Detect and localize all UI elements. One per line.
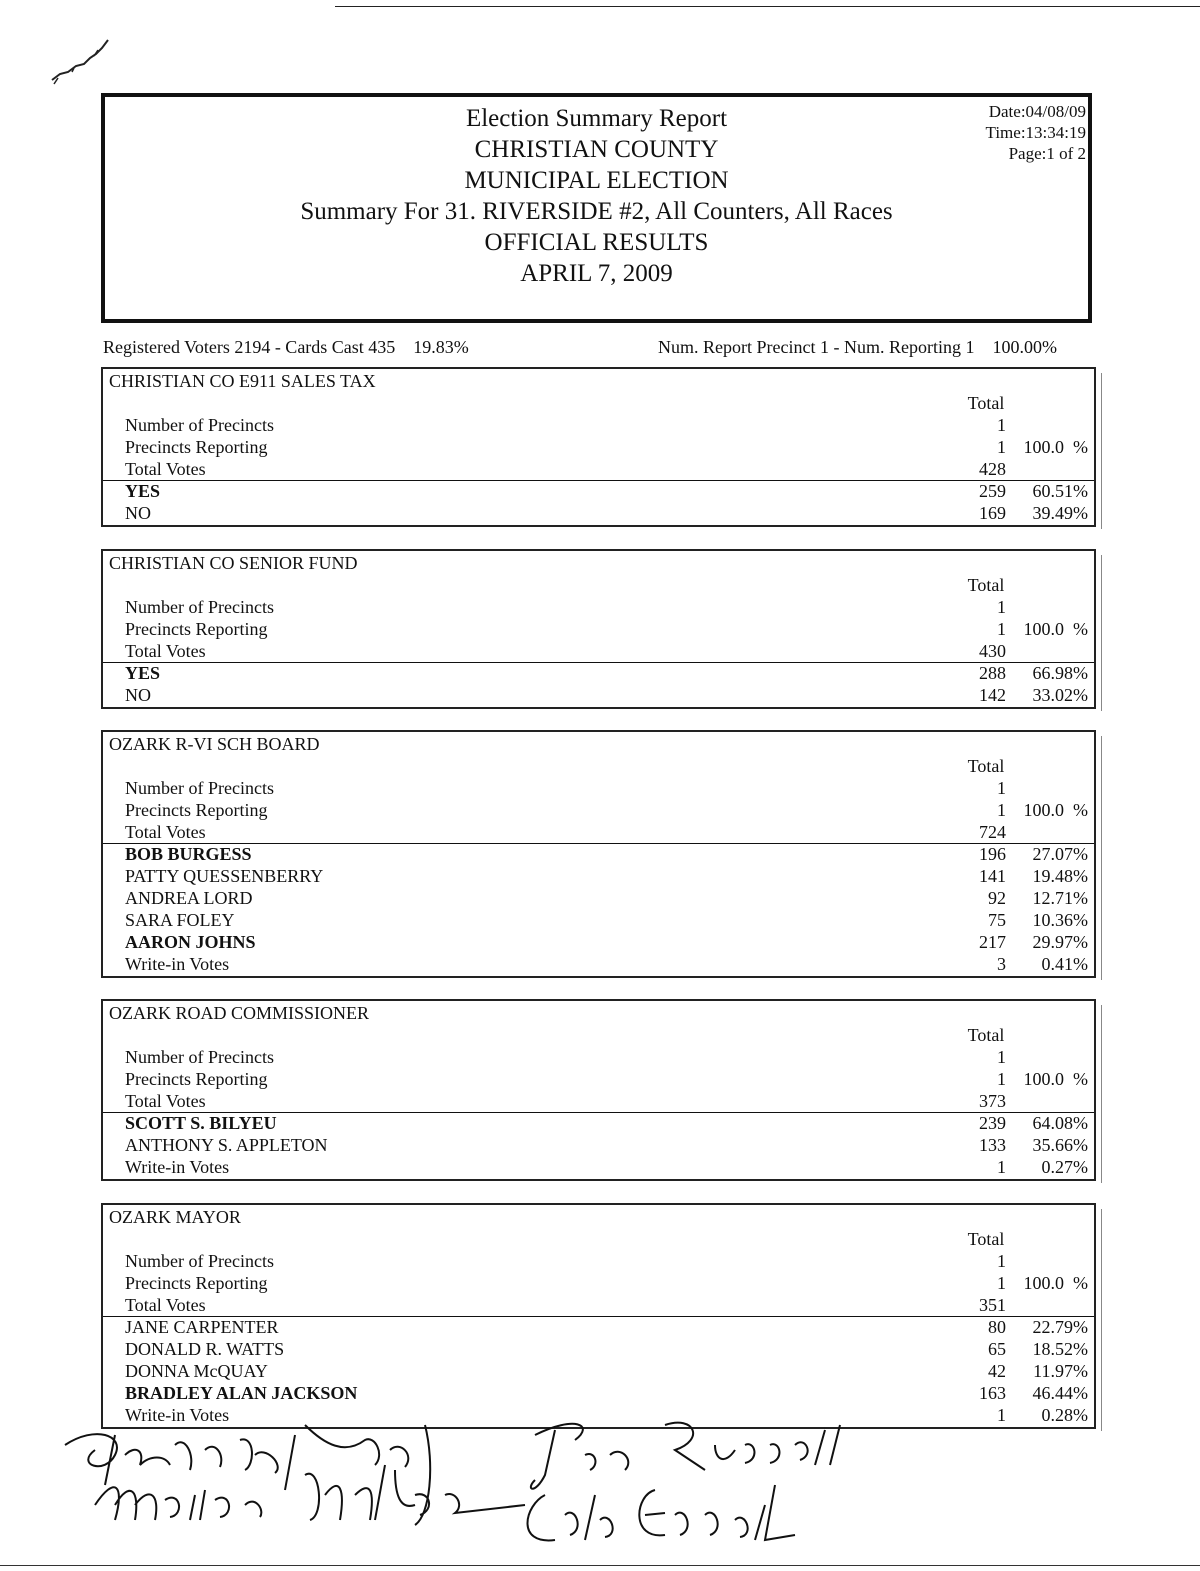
- stat-label: Total Votes: [125, 1091, 206, 1111]
- page-number: Page:1 of 2: [1008, 144, 1086, 163]
- vote-count: 373: [979, 1091, 1006, 1111]
- total-column-header: Total: [967, 1025, 1005, 1045]
- stat-row: [103, 1069, 1094, 1091]
- choice-row: [103, 1339, 1094, 1361]
- vote-percent: 27.07%: [1032, 844, 1088, 864]
- signature-area: [55, 1395, 855, 1570]
- total-column-header: Total: [967, 575, 1005, 595]
- stat-row: [103, 1295, 1094, 1317]
- race-title: OZARK MAYOR: [109, 1207, 241, 1227]
- vote-count: 169: [979, 503, 1006, 523]
- vote-percent: 64.08%: [1032, 1113, 1088, 1133]
- vote-count: 239: [979, 1113, 1006, 1133]
- choice-name: PATTY QUESSENBERRY: [125, 866, 324, 886]
- vote-count: 1: [997, 1405, 1006, 1425]
- signature-carla-essert: [528, 1485, 796, 1540]
- race-title: CHRISTIAN CO SENIOR FUND: [109, 553, 358, 573]
- choice-row: [103, 932, 1094, 954]
- stat-label: Total Votes: [125, 641, 206, 661]
- vote-percent: 18.52%: [1032, 1339, 1088, 1359]
- choice-row: [103, 844, 1094, 866]
- vote-percent: 60.51%: [1032, 481, 1088, 501]
- choice-name: ANTHONY S. APPLETON: [125, 1135, 328, 1155]
- stat-row: [103, 1273, 1094, 1295]
- choice-row: [103, 910, 1094, 932]
- stat-row: [103, 459, 1094, 481]
- stat-row: [103, 822, 1094, 844]
- vote-count: 1: [997, 1273, 1006, 1293]
- choice-row: [103, 1157, 1094, 1179]
- vote-count: 1: [997, 800, 1006, 820]
- vote-percent: 12.71%: [1032, 888, 1088, 908]
- stat-label: Precincts Reporting: [125, 437, 268, 457]
- choice-name: SCOTT S. BILYEU: [125, 1113, 277, 1133]
- choice-name: Write-in Votes: [125, 1157, 230, 1177]
- stat-label: Total Votes: [125, 1295, 206, 1315]
- vote-count: 142: [979, 685, 1006, 705]
- choice-name: DONALD R. WATTS: [125, 1339, 285, 1359]
- race-title: OZARK R-VI SCH BOARD: [109, 734, 320, 754]
- stat-row: [103, 800, 1094, 822]
- vote-percent: 22.79%: [1032, 1317, 1088, 1337]
- stat-label: Precincts Reporting: [125, 1273, 268, 1293]
- stat-label: Number of Precincts: [125, 415, 274, 435]
- choice-row: [103, 1361, 1094, 1383]
- vote-percent: 66.98%: [1032, 663, 1088, 683]
- vote-percent: 19.48%: [1032, 866, 1088, 886]
- choice-row: [103, 1113, 1094, 1135]
- vote-count: 92: [988, 888, 1006, 908]
- stat-label: Number of Precincts: [125, 1251, 274, 1271]
- signature-karen-moody: [65, 1425, 430, 1525]
- report-header: [101, 93, 1092, 323]
- vote-count: 1: [997, 778, 1006, 798]
- stat-label: Number of Precincts: [125, 1047, 274, 1067]
- results-status: OFFICIAL RESULTS: [484, 229, 709, 256]
- vote-count: 1: [997, 597, 1006, 617]
- stat-row: [103, 778, 1094, 800]
- vote-count: 1: [997, 1069, 1006, 1089]
- stat-row: [103, 437, 1094, 459]
- race-box: [101, 730, 1096, 978]
- vote-percent: 100.0 %: [1023, 437, 1088, 457]
- report-title-block: [255, 103, 938, 289]
- choice-name: YES: [125, 663, 161, 683]
- report-title: Election Summary Report: [465, 105, 728, 132]
- vote-count: 133: [979, 1135, 1006, 1155]
- choice-row: [103, 503, 1094, 525]
- vote-count: 1: [997, 437, 1006, 457]
- report-date: Date:04/08/09: [988, 102, 1086, 121]
- vote-count: 1: [997, 1251, 1006, 1271]
- vote-count: 288: [979, 663, 1006, 683]
- vote-count: 75: [988, 910, 1006, 930]
- choice-name: Write-in Votes: [125, 954, 230, 974]
- stat-label: Total Votes: [125, 459, 206, 479]
- stat-row: [103, 641, 1094, 663]
- race-title: OZARK ROAD COMMISSIONER: [109, 1003, 370, 1023]
- race-box: [101, 549, 1096, 709]
- turnout-summary: [103, 337, 1093, 358]
- total-column-header: Total: [967, 393, 1005, 413]
- choice-name: BRADLEY ALAN JACKSON: [125, 1383, 358, 1403]
- choice-name: ANDREA LORD: [125, 888, 253, 908]
- vote-count: 1: [997, 619, 1006, 639]
- race-box: [101, 999, 1096, 1181]
- choice-name: DONNA McQUAY: [125, 1361, 268, 1381]
- vote-count: 1: [997, 415, 1006, 435]
- choice-row: [103, 954, 1094, 976]
- race-box: [101, 367, 1096, 527]
- vote-count: 1: [997, 1157, 1006, 1177]
- choice-name: AARON JOHNS: [125, 932, 256, 952]
- choice-row: [103, 663, 1094, 685]
- choice-name: NO: [125, 685, 151, 705]
- vote-count: 724: [979, 822, 1006, 842]
- choice-row: [103, 866, 1094, 888]
- summary-scope: Summary For 31. RIVERSIDE #2, All Counters, All Races: [300, 198, 893, 225]
- vote-percent: 0.27%: [1041, 1157, 1088, 1177]
- vote-percent: 100.0 %: [1023, 1069, 1088, 1089]
- signature-lisa-russell: [531, 1423, 840, 1489]
- vote-percent: 29.97%: [1032, 932, 1088, 952]
- election-name: MUNICIPAL ELECTION: [464, 167, 729, 194]
- vote-percent: 35.66%: [1032, 1135, 1088, 1155]
- report-meta: [986, 101, 1086, 164]
- vote-count: 3: [997, 954, 1006, 974]
- vote-count: 217: [979, 932, 1006, 952]
- stat-row: [103, 1091, 1094, 1113]
- vote-percent: 100.0 %: [1023, 1273, 1088, 1293]
- vote-count: 351: [979, 1295, 1006, 1315]
- choice-row: [103, 481, 1094, 503]
- stat-label: Precincts Reporting: [125, 800, 268, 820]
- vote-count: 1: [997, 1047, 1006, 1067]
- vote-count: 65: [988, 1339, 1006, 1359]
- vote-percent: 0.41%: [1041, 954, 1088, 974]
- stat-label: Total Votes: [125, 822, 206, 842]
- county-name: CHRISTIAN COUNTY: [474, 136, 719, 163]
- top-rule: [335, 6, 1200, 7]
- vote-count: 80: [988, 1317, 1006, 1337]
- choice-row: [103, 1317, 1094, 1339]
- stat-label: Number of Precincts: [125, 778, 274, 798]
- vote-count: 259: [979, 481, 1006, 501]
- stat-row: [103, 1251, 1094, 1273]
- vote-count: 196: [979, 844, 1006, 864]
- choice-row: [103, 1135, 1094, 1157]
- vote-percent: 0.28%: [1041, 1405, 1088, 1425]
- vote-percent: 33.02%: [1032, 685, 1088, 705]
- choice-name: BOB BURGESS: [125, 844, 252, 864]
- stat-label: Precincts Reporting: [125, 1069, 268, 1089]
- precinct-reporting-summary: Num. Report Precinct 1 - Num. Reporting 1 100.00%: [658, 337, 1057, 357]
- choice-name: Write-in Votes: [125, 1405, 230, 1425]
- corner-scribble-mark: [50, 28, 120, 88]
- election-date: APRIL 7, 2009: [520, 260, 673, 287]
- stat-row: [103, 619, 1094, 641]
- stat-label: Number of Precincts: [125, 597, 274, 617]
- race-title: CHRISTIAN CO E911 SALES TAX: [109, 371, 376, 391]
- vote-percent: 46.44%: [1032, 1383, 1088, 1403]
- stat-label: Precincts Reporting: [125, 619, 268, 639]
- vote-count: 163: [979, 1383, 1006, 1403]
- choice-row: [103, 888, 1094, 910]
- bottom-rule: [0, 1565, 1200, 1566]
- vote-percent: 11.97%: [1033, 1361, 1088, 1381]
- vote-percent: 100.0 %: [1023, 800, 1088, 820]
- vote-percent: 10.36%: [1032, 910, 1088, 930]
- stat-row: [103, 415, 1094, 437]
- report-time: Time:13:34:19: [985, 123, 1086, 142]
- stat-row: [103, 1047, 1094, 1069]
- total-column-header: Total: [967, 1229, 1005, 1249]
- total-column-header: Total: [967, 756, 1005, 776]
- choice-name: NO: [125, 503, 151, 523]
- choice-name: JANE CARPENTER: [125, 1317, 279, 1337]
- registered-voters-summary: Registered Voters 2194 - Cards Cast 435 19.83%: [103, 337, 469, 357]
- choice-name: YES: [125, 481, 161, 501]
- vote-count: 428: [979, 459, 1006, 479]
- choice-row: [103, 685, 1094, 707]
- vote-count: 42: [988, 1361, 1006, 1381]
- vote-count: 141: [979, 866, 1006, 886]
- choice-name: SARA FOLEY: [125, 910, 235, 930]
- vote-percent: 39.49%: [1032, 503, 1088, 523]
- stat-row: [103, 597, 1094, 619]
- vote-count: 430: [979, 641, 1006, 661]
- signature-marlan-matthews: [95, 1465, 525, 1520]
- vote-percent: 100.0 %: [1023, 619, 1088, 639]
